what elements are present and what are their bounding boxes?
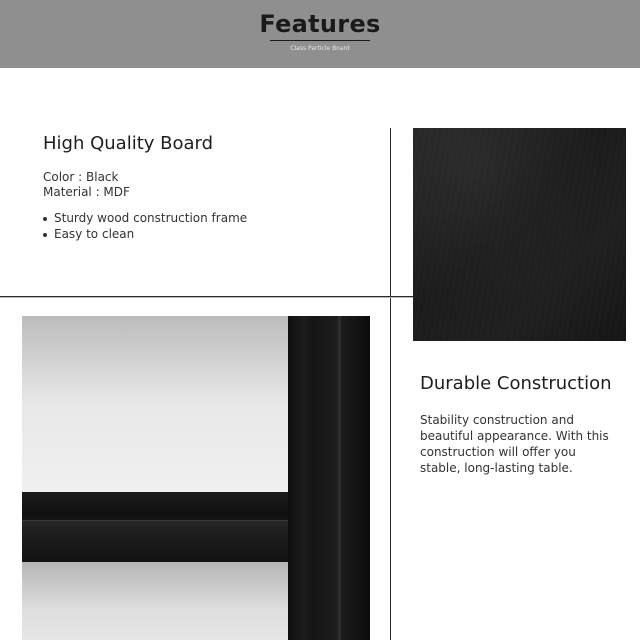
construction-section-title: Durable Construction [420,373,612,394]
list-item: Easy to clean [43,227,247,243]
shelf-photo [22,316,370,640]
shelf-post-edge [338,316,341,640]
feature-list [43,211,247,243]
list-item: Sturdy wood construction frame [43,211,247,227]
wall-background-bottom [22,562,288,640]
black-board-photo [413,128,626,341]
page-title: Features [259,10,381,38]
vertical-divider [390,128,391,640]
board-section-title: High Quality Board [43,133,214,154]
material-spec: Material : MDF [43,185,130,199]
title-underline [270,40,370,41]
horizontal-divider-shadow [0,297,428,298]
header-banner [0,0,640,68]
color-spec: Color : Black [43,170,119,184]
construction-description: Stability construction and beautiful appearance. With this construction will offer you stable, long-lasting table. [420,413,609,475]
wall-background-top [22,316,288,492]
page-subtitle: Class Particle Board [290,45,350,52]
shelf-post [288,316,370,640]
